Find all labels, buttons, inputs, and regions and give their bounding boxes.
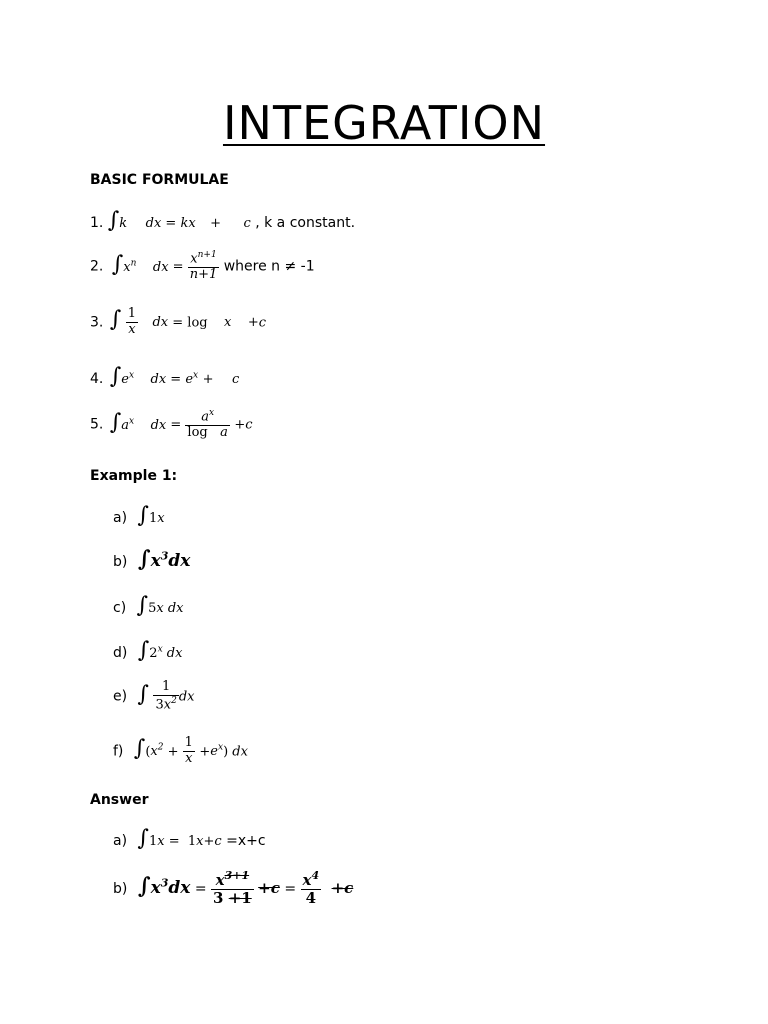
example-c: c) ∫5x dx [113,593,184,618]
formula-4: 4. $\int e^x$ dx = $e^x + c$ [90,364,240,389]
example-d: d) ∫2$^x$ dx [113,638,183,663]
basic-formulae-heading: BASIC FORMULAE [90,172,229,188]
example-a-label: a) [113,510,128,526]
formula-2-number: 2. [90,258,104,275]
integral-sign: ∫ [133,736,146,762]
example-d-label: d) [113,645,128,661]
formula-5-number: 5. [90,416,104,433]
integral-sign: ∫ [111,251,124,277]
example-heading: Example 1: [90,468,178,484]
example-f: f) $\int(x^2$ + $\frac{1}{x}$ $+e^x$) dx [113,735,248,766]
answer-b: b) $\int x^3dx$ = $\frac{x^{3+1}}{3 +1}$ +c = $\frac{x^4}{4}$ +c [113,869,354,908]
formula-4-number: 4. [90,371,104,387]
integral-sign: ∫ [109,364,122,389]
formula-1-note: , k a constant. [255,215,356,231]
integral-sign: ∫ [137,503,149,528]
formula-1: 1. ∫k dx = kx + c , k a constant. [90,208,356,233]
example-e-label: e) [113,688,128,705]
answer-a: a) ∫1x = 1x+c =x+c [113,826,266,851]
integral-sign: ∫ [137,638,150,663]
formula-2-note: where n ≠ -1 [223,258,315,275]
integral-sign: ∫ [137,681,149,707]
answer-a-label: a) [113,833,128,849]
formula-3: 3. ∫ $\frac{1}{x}$ dx = log x +c [90,306,267,337]
example-f-label: f) [113,743,124,760]
example-b: b) $\int x^3dx$ [113,546,191,572]
answer-heading: Answer [90,792,149,808]
integral-sign: ∫ [109,307,122,333]
formula-1-number: 1. [90,215,104,231]
integral-sign: ∫ [137,872,151,899]
formula-5: 5. $\int a^x$ dx = $\frac{a^x}{\text{log a}}$ +c [90,408,253,441]
example-e: e) ∫ $\frac{1}{3x^2}$ dx [113,679,195,713]
example-c-label: c) [113,600,127,616]
integral-sign: ∫ [107,208,120,233]
example-b-label: b) [113,554,128,570]
example-a: a) ∫1x [113,503,165,528]
integral-sign: ∫ [137,546,151,572]
integral-sign: ∫ [137,826,149,851]
answer-a-result: =x+c [226,833,266,849]
answer-b-label: b) [113,880,128,897]
page-title: INTEGRATION [222,96,546,150]
integral-sign: ∫ [136,593,149,618]
integral-sign: ∫ [109,409,122,435]
formula-2: 2. $\int x^n$ dx = $\frac{x^{n+1}}{n+1}$ where n ≠ -1 [90,250,315,283]
formula-3-number: 3. [90,314,104,331]
